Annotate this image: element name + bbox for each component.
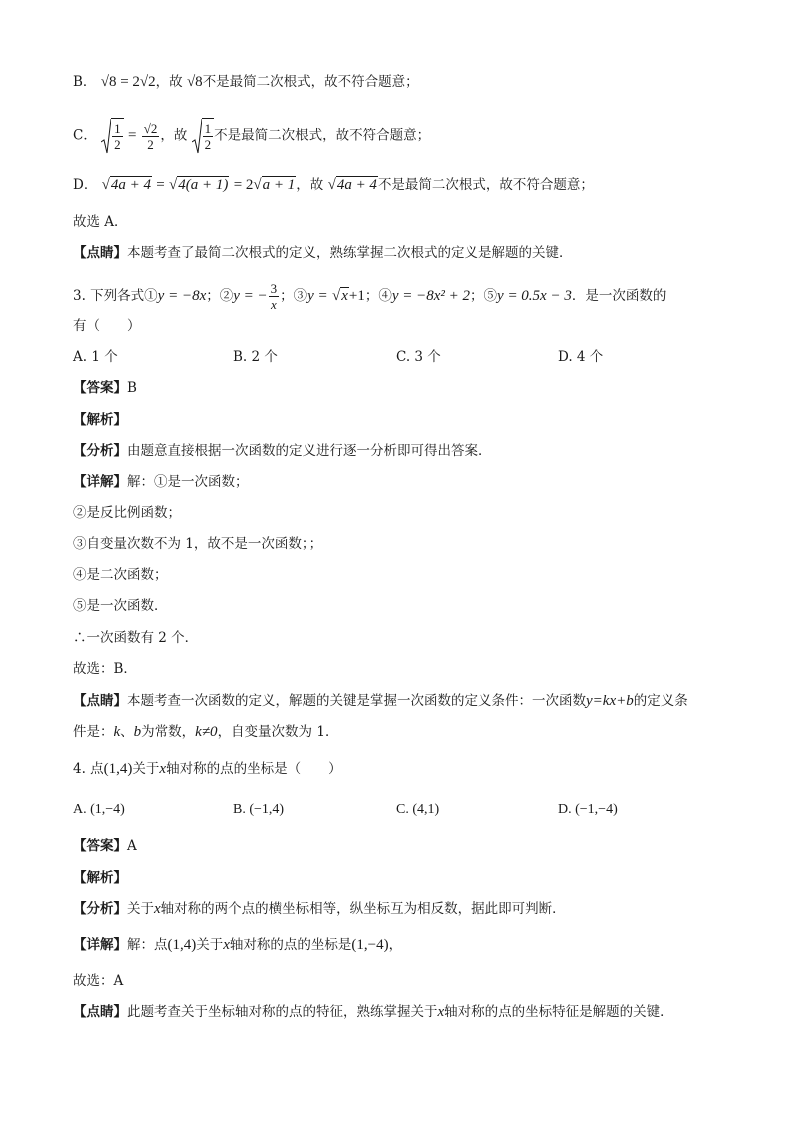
q4-answer: [73, 836, 137, 856]
q4-comment-a: 此题考查关于坐标轴对称的点的特征，熟练掌握关于: [127, 1004, 438, 1020]
q3-stem-line2: 有（ ）: [73, 318, 141, 334]
sep3: ；③: [280, 288, 308, 304]
den: 2: [204, 137, 212, 152]
q4-comment: [73, 1002, 674, 1022]
q4-detail-b: 关于: [196, 937, 224, 953]
q4-answer: A: [127, 838, 137, 854]
stem-b: 关于: [132, 761, 160, 777]
q3-comment-line2-a: 件是：: [73, 724, 114, 740]
q4-option-b: B. (−1,4): [233, 802, 285, 817]
den: 2: [147, 136, 154, 152]
q3-comment-line2: [73, 722, 338, 742]
text: ，故: [155, 74, 183, 90]
axis: x: [159, 761, 167, 777]
q4-fenxi: [73, 899, 566, 919]
sqrt2-over-2: [142, 121, 160, 152]
f4: y = −8x² + 2: [391, 288, 471, 304]
sep4: ；④: [364, 288, 392, 304]
q3-comment-line2-b: 为常数，: [141, 724, 196, 740]
q4-option-d: D. (−1,−4): [558, 802, 618, 817]
term: 4a + 4: [336, 177, 377, 193]
tag: 【解析】: [73, 870, 127, 886]
sqrt8-term: √8: [186, 74, 203, 90]
f5: y = 0.5x − 3: [497, 288, 572, 304]
text: ，故: [296, 177, 324, 193]
stem-suffix: ．是一次函数的: [571, 288, 667, 304]
f3-rhs: +1: [348, 288, 365, 304]
tag: 【详解】: [73, 474, 127, 490]
q4-detail-point: (1,4): [167, 937, 197, 953]
q3-analysis-heading: [73, 410, 127, 430]
label: C．: [73, 127, 97, 144]
tag: 【答案】: [73, 838, 127, 854]
q4-detail-d: ，: [388, 937, 403, 953]
q3-comment-k: k: [113, 724, 121, 740]
tag: 【分析】: [73, 443, 127, 459]
q4-choose: 故选：A: [73, 973, 124, 989]
den: 2: [114, 137, 121, 152]
q3-detail-5: ⑤是一次函数．: [73, 598, 168, 614]
q3-answer: [73, 378, 137, 398]
stem-c: 轴对称的点的坐标是（ ）: [166, 761, 342, 777]
q3-comment-sep: 、: [120, 724, 134, 740]
tag: 【点睛】: [73, 1004, 127, 1020]
q3-fenxi: 由题意直接根据一次函数的定义进行逐一分析即可得出答案．: [127, 443, 492, 459]
q4-option-c: C. (4,1): [396, 802, 440, 817]
q3-answer: B: [127, 380, 137, 396]
q4-comment-b: 轴对称的点的坐标特征是解题的关键．: [444, 1004, 674, 1020]
text: 不是最简二次根式，故不符合题意；: [377, 177, 594, 193]
f3-lhs: y =: [307, 288, 328, 304]
q3-comment-line2-c: ，自变量次数为 1．: [217, 724, 339, 740]
q3-option-a: A. 1 个: [73, 349, 118, 365]
q4-fenxi-b: 轴对称的两个点的横坐标相等，纵坐标互为相反数，据此即可判断．: [160, 901, 566, 917]
coef: = 2: [233, 177, 254, 193]
q3-comment-a: 本题考查一次函数的定义，解题的关键是掌握一次函数的定义条件：一次函数: [127, 693, 586, 709]
q4-analysis-heading: [73, 868, 127, 888]
q4-detail-c: 轴对称的点的坐标是: [229, 937, 352, 953]
q3-detail-6: ∴一次函数有 2 个．: [73, 630, 199, 646]
text: 不是最简二次根式，故不符合题意；: [214, 127, 431, 144]
q4-stem: [73, 759, 342, 779]
label: D．: [73, 177, 98, 193]
f2-num: 3: [270, 281, 278, 296]
expr3: a + 1: [262, 177, 296, 193]
q3-comment: [73, 691, 688, 711]
point: (1,4): [103, 761, 133, 777]
q3-detail: [73, 472, 249, 492]
q4-detail: [73, 935, 402, 955]
q3-choose: 故选：B．: [73, 661, 137, 677]
expr2: 4(a + 1): [178, 177, 229, 193]
q2-comment: 本题考查了最简二次根式的定义，熟练掌握二次根式的定义是解题的关键．: [127, 245, 573, 261]
num: 1: [204, 121, 212, 136]
q4-fenxi-a: 关于: [127, 901, 154, 917]
q3-option-d: D. 4 个: [558, 349, 604, 365]
option-b-explanation: [73, 72, 419, 92]
text: ，故: [160, 127, 188, 144]
sep2: ；②: [206, 288, 234, 304]
q4-detail-res: (1,−4): [351, 937, 389, 953]
num: √2: [143, 120, 158, 136]
f3-rad: x: [341, 288, 348, 304]
q4-option-a: A. (1,−4): [73, 802, 125, 817]
q3-fenxi: [73, 441, 492, 461]
q3-detail: 解：①是一次函数；: [127, 474, 249, 490]
f2-lhs: y = −: [233, 288, 268, 304]
q3-comment-formula: y=kx+b: [586, 693, 634, 709]
stem-prefix: 3. 下列各式①: [73, 288, 158, 304]
q4-comment-axis: x: [437, 1004, 445, 1020]
label: B．: [73, 74, 97, 90]
sep5: ；⑤: [470, 288, 498, 304]
q3-comment-b-var: b: [133, 724, 142, 740]
q3-comment-b: 的定义条: [633, 693, 688, 709]
tag: 【点睛】: [73, 245, 127, 261]
q2-choose: 故选 A．: [73, 214, 128, 230]
q3-option-b: B. 2 个: [233, 349, 278, 365]
tag: 【点睛】: [73, 693, 127, 709]
q3-stem: 3. 下列各式①y = −8x；②y = − $\frac{3}{x}$ ；③y = √x+1；④y = −8x² + 2；⑤y = 0.5x − 3．是一次函数的: [73, 281, 667, 312]
tag: 【详解】: [73, 937, 127, 953]
q3-option-c: C. 3 个: [396, 349, 441, 365]
q4-fenxi-axis: x: [154, 901, 161, 917]
q4-detail-axis: x: [223, 937, 230, 953]
sqrt-half: [101, 118, 124, 154]
tag: 【分析】: [73, 901, 127, 917]
sqrt-half-term: [192, 118, 215, 154]
tag: 【解析】: [73, 412, 127, 428]
q3-detail-4: ④是二次函数；: [73, 567, 168, 583]
sqrt8-equation: √8 = 2√2: [100, 74, 156, 90]
q3-detail-2: ②是反比例函数；: [73, 505, 181, 521]
option-c-explanation: C． $\frac{1}{2}$ = $\frac{√2}{2}$ ，故 $\frac{1}{2}$ 不是最简二次根式，故不符合题意；: [73, 118, 430, 154]
expr1: 4a + 4: [110, 177, 151, 193]
q4-detail-a: 解：点: [127, 937, 168, 953]
f1: y = −8x: [157, 288, 207, 304]
f2-den: x: [271, 297, 277, 312]
q3-comment-kne0: k≠0: [195, 724, 218, 740]
stem-a: 4. 点: [73, 761, 104, 777]
option-d-explanation: D． √4a + 4 = √4(a + 1) = 2√a + 1，故 √4a + 4不是最简二次根式，故不符合题意；: [73, 177, 594, 193]
num: 1: [114, 121, 121, 136]
tag: 【答案】: [73, 380, 127, 396]
q3-detail-3: ③自变量次数不为 1，故不是一次函数；；: [73, 536, 323, 552]
text: 不是最简二次根式，故不符合题意；: [202, 74, 419, 90]
q2-comment: [73, 243, 573, 263]
